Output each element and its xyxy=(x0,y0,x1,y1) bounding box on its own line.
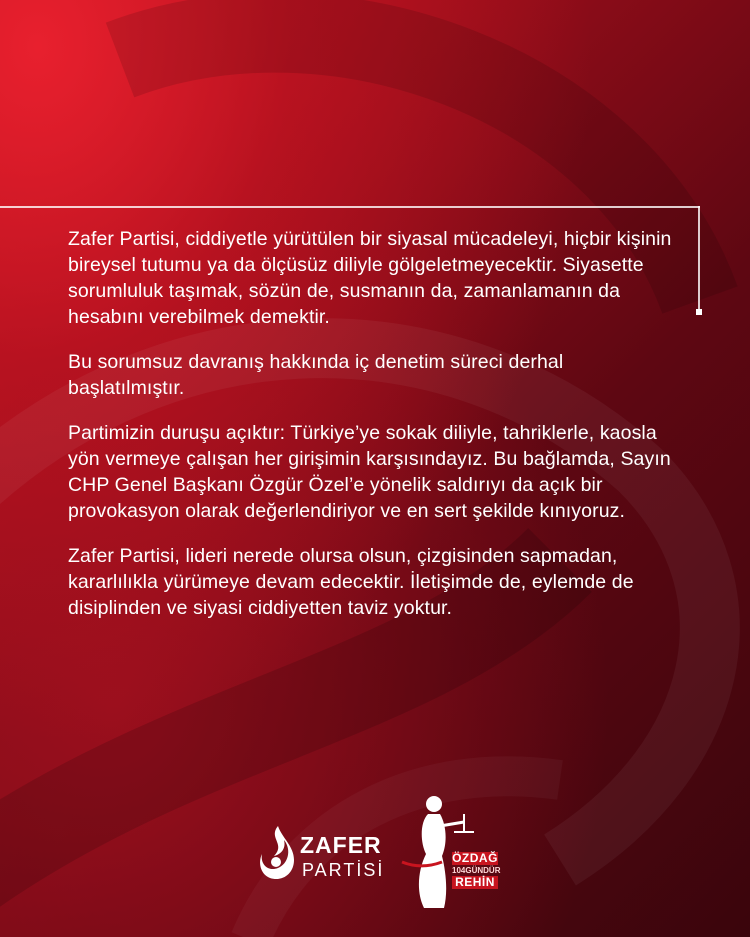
ozdag-day-count: 104 xyxy=(452,866,466,875)
ozdag-badge-top: ÖZDAĞ xyxy=(452,851,498,865)
statement-text xyxy=(68,226,678,640)
ozdag-days-label: GÜNDÜR xyxy=(465,866,501,875)
ozdag-badge-bottom: REHİN xyxy=(452,876,498,889)
flame-icon xyxy=(256,824,298,884)
frame-corner-dot xyxy=(696,309,702,315)
frame-horizontal-line xyxy=(0,206,700,208)
ozdag-badge xyxy=(452,851,501,889)
zafer-logo-subtitle: PARTİSİ xyxy=(302,860,385,880)
zafer-partisi-logo xyxy=(256,820,386,890)
ozdag-rehin-logo xyxy=(398,792,508,910)
paragraph-4: Zafer Partisi, lideri nerede olursa olsun, çizgisinden sapmadan, kararlılıkla yürümeye devam edecektir. İletişimde de, eylemde de disiplinden ve siyasi ciddiyetten taviz yoktur. xyxy=(68,545,634,619)
paragraph-3: Partimizin duruşu açıktır: Türkiye’ye sokak diliyle, tahriklerle, kaosla yön vermeye çalışan her girişimin karşısındayız. Bu bağlamda, Sayın CHP Genel Başkanı Özgür Özel’e yönelik saldırıyı da açık bir provokasyon olarak değerlendiriyor ve en sert şekilde kınıyoruz. xyxy=(68,422,671,522)
zafer-logo-name: ZAFER xyxy=(300,832,382,858)
paragraph-2: Bu sorumsuz davranış hakkında iç denetim süreci derhal başlatılmıştır. xyxy=(68,351,564,399)
frame-vertical-line xyxy=(698,206,700,310)
paragraph-1: Zafer Partisi, ciddiyetle yürütülen bir siyasal mücadeleyi, hiçbir kişinin bireysel tutumu ya da ölçüsüz diliyle gölgeletmeyecektir. Siyasette sorumluluk taşımak, sözün de, susmanın da, zamanlamanın da hesabını verebilmek demektir. xyxy=(68,228,672,328)
